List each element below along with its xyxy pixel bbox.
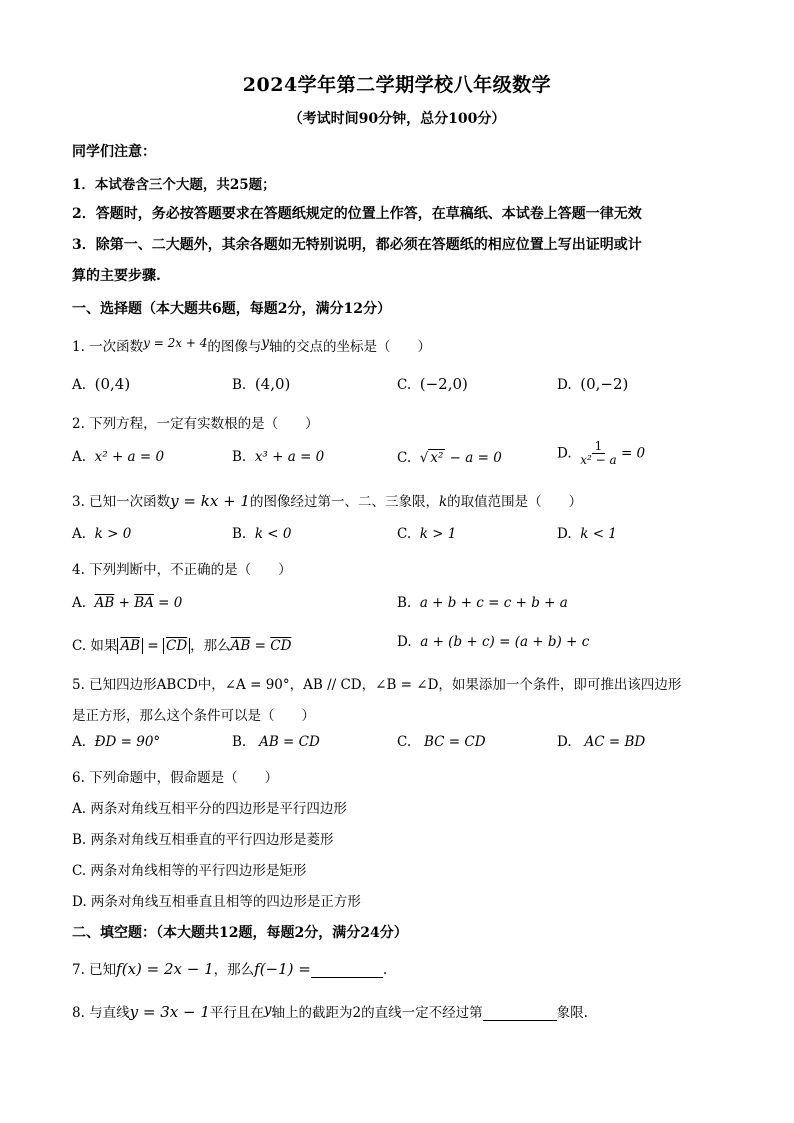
q4-option-b: B. a + b + c = c + b + a xyxy=(397,595,568,611)
q4-option-a: A. $\overline{AB} + \overline{BA} = 0$ xyxy=(72,595,183,611)
section-heading-fill-in: 二、填空题：（本大题共12题，每题2分，满分24分） xyxy=(72,925,408,941)
q5-option-a: A. ÐD = 90° xyxy=(72,734,161,750)
q1-option-d: D. (0,−2) xyxy=(557,375,629,393)
q6-option-a: A. 两条对角线互相平分的四边形是平行四边形 xyxy=(72,801,347,817)
question-8: 8. 与直线y = 3x − 1平行且在y轴上的截距为2的直线一定不经过第 象限. xyxy=(72,1002,588,1021)
q5-option-d: D. AC = BD xyxy=(557,734,646,750)
question-1: 1. 一次函数y = 2x + 4的图像与y轴的交点的坐标是（ ） xyxy=(72,335,431,355)
q2-option-a: A. x² + a = 0 xyxy=(72,449,165,465)
notice-item-1: 1．本试卷含三个大题，共25题； xyxy=(72,177,276,193)
question-5-line-1: 5. 已知四边形ABCD中，∠A = 90°，AB // CD，∠B = ∠D，如果添加一个条件，即可推出该四边形 xyxy=(72,677,682,693)
q7-answer-blank[interactable] xyxy=(311,961,383,978)
section-heading-choice: 一、选择题（本大题共6题，每题2分，满分12分） xyxy=(72,301,391,317)
question-5-line-2: 是正方形，那么这个条件可以是（ ） xyxy=(72,708,315,724)
q1-option-a: A. (0,4) xyxy=(72,375,131,393)
q1-option-b: B. (4,0) xyxy=(232,375,291,393)
notice-item-3: 3．除第一、二大题外，其余各题如无特别说明，都必须在答题纸的相应位置上写出证明或计 xyxy=(72,237,642,253)
page-title: 2024学年第二学期学校八年级数学 xyxy=(242,74,552,96)
q5-option-c: C. BC = CD xyxy=(397,734,486,750)
exam-duration-subtitle: （考试时间90分钟，总分100分） xyxy=(288,111,506,127)
q3-option-d: D. k < 1 xyxy=(557,526,617,542)
q8-answer-blank[interactable] xyxy=(483,1004,557,1021)
question-6: 6. 下列命题中，假命题是（ ） xyxy=(72,770,279,786)
q4-option-c: C. 如果 $\overline{AB} = \overline{CD}$ ，那么$\overline{AB} = \overline{CD}$ xyxy=(72,638,292,654)
q6-option-c: C. 两条对角线相等的平行四边形是矩形 xyxy=(72,863,307,879)
q1-option-c: C. (−2,0) xyxy=(397,375,468,393)
q3-option-a: A. k > 0 xyxy=(72,526,132,542)
notice-item-2: 2．答题时，务必按答题要求在答题纸规定的位置上作答，在草稿纸、本试卷上答题一律无效 xyxy=(72,206,642,222)
q5-option-b: B. AB = CD xyxy=(232,734,320,750)
q2-option-b: B. x³ + a = 0 xyxy=(232,449,325,465)
question-7: 7. 已知f(x) = 2x − 1，那么f(−1) = . xyxy=(72,960,388,978)
q6-option-b: B. 两条对角线互相垂直的平行四边形是菱形 xyxy=(72,832,334,848)
notice-heading: 同学们注意： xyxy=(72,144,156,160)
q2-option-d: D. $\frac{1}{\text{x² − a}}$ = 0 xyxy=(557,439,646,468)
q3-function-expr: y = kx + 1 xyxy=(170,492,250,510)
question-2: 2. 下列方程，一定有实数根的是（ ） xyxy=(72,416,319,432)
q1-function-expr: y = 2x + 4 xyxy=(143,336,208,350)
notice-item-3-cont: 算的主要步骤. xyxy=(72,268,161,284)
question-3: 3. 已知一次函数y = kx + 1的图像经过第一、二、三象限，k的取值范围是（ ） xyxy=(72,492,583,510)
q2-option-c: C. √ x² − a = 0 xyxy=(397,450,502,466)
q6-option-d: D. 两条对角线互相垂直且相等的四边形是正方形 xyxy=(72,894,361,910)
question-4: 4. 下列判断中，不正确的是（ ） xyxy=(72,562,292,578)
q3-option-c: C. k > 1 xyxy=(397,526,457,542)
q3-option-b: B. k < 0 xyxy=(232,526,292,542)
q4-option-d: D. a + (b + c) = (a + b) + c xyxy=(397,634,590,650)
